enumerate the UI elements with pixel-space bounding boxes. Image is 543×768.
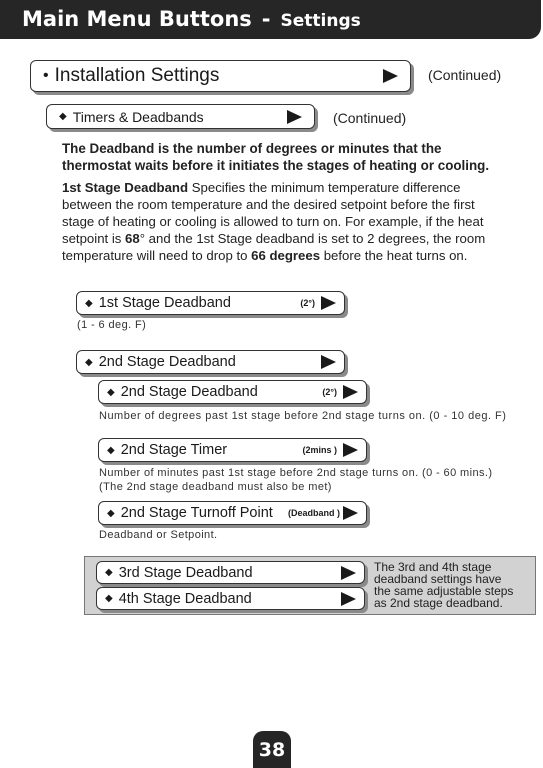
stage2-deadband-note: Number of degrees past 1st stage before 2nd stage turns on. (0 - 10 deg. F) xyxy=(99,410,507,422)
stage2-timer-button[interactable] xyxy=(98,438,367,462)
stage2-timer-note-2: (The 2nd stage deadband must also be met) xyxy=(99,481,332,493)
diamond-bullet-icon: ◆ xyxy=(107,507,115,519)
stage1-deadband-button[interactable] xyxy=(76,291,345,315)
arrow-right-icon xyxy=(321,296,336,310)
stage2-deadband-menu-button[interactable] xyxy=(76,350,345,374)
stage2-deadband-label: 2nd Stage Deadband xyxy=(120,384,258,400)
page-header xyxy=(0,0,541,39)
arrow-right-icon xyxy=(343,385,358,399)
description-text-1: Specifies the minimum temperature difference between the room temperature and the desired setpoint before the first stage of heating or cooling is allowed to turn on. For example, if the heat setpoint is xyxy=(62,180,484,246)
stage3-4-side-note xyxy=(374,561,539,609)
diamond-bullet-icon: ◆ xyxy=(85,297,93,309)
arrow-right-icon xyxy=(343,506,358,520)
description-term: 1st Stage Deadband xyxy=(62,180,189,195)
installation-settings-button[interactable] xyxy=(30,60,411,92)
stage2-timer-note-1: Number of minutes past 1st stage before 2nd stage turns on. (0 - 60 mins.) xyxy=(99,467,493,479)
diamond-bullet-icon: ◆ xyxy=(107,386,115,398)
stage2-timer-note xyxy=(99,466,492,494)
header-separator: - xyxy=(261,7,271,31)
page-number: 38 xyxy=(253,731,291,768)
arrow-right-icon xyxy=(287,110,302,124)
stage2-turnoff-value: (Deadband ) xyxy=(287,508,340,518)
stage4-deadband-label: 4th Stage Deadband xyxy=(118,590,252,607)
diamond-bullet-icon: ◆ xyxy=(105,593,113,604)
stage2-turnoff-label: 2nd Stage Turnoff Point xyxy=(120,505,273,521)
stage2-turnoff-button[interactable] xyxy=(98,501,367,525)
stage1-deadband-value: (2°) xyxy=(300,298,315,308)
stage2-deadband-button[interactable] xyxy=(98,380,367,404)
timers-deadbands-button[interactable] xyxy=(46,104,315,129)
side-note-line-3: the same adjustable steps xyxy=(374,584,514,598)
arrow-right-icon xyxy=(343,443,358,457)
stage2-timer-value: (2mins ) xyxy=(302,445,337,455)
stage1-description xyxy=(62,179,492,264)
header-subtitle: Settings xyxy=(280,11,361,31)
stage4-deadband-button[interactable] xyxy=(96,587,365,610)
stage3-deadband-button[interactable] xyxy=(96,561,365,584)
stage1-range: (1 - 6 deg. F) xyxy=(77,319,147,331)
side-note-line-4: as 2nd stage deadband. xyxy=(374,596,503,610)
stage2-timer-label: 2nd Stage Timer xyxy=(120,442,228,458)
description-setpoint: 68 xyxy=(125,231,140,246)
stage3-deadband-label: 3rd Stage Deadband xyxy=(118,564,253,581)
description-text-2: and the 1st Stage deadband is set to 2 degrees, the room temperature will need to drop to xyxy=(62,231,486,263)
installation-continued: (Continued) xyxy=(428,67,502,83)
intro-line-2: thermostat waits before it initiates the stages of heating or cooling. xyxy=(62,158,490,173)
bullet-icon: • xyxy=(43,67,49,84)
arrow-right-icon xyxy=(341,592,356,606)
timers-continued: (Continued) xyxy=(333,110,407,126)
side-note-line-1: The 3rd and 4th stage xyxy=(374,560,492,574)
diamond-bullet-icon: ◆ xyxy=(107,444,115,456)
stage1-deadband-label: 1st Stage Deadband xyxy=(98,295,231,311)
intro-paragraph xyxy=(62,140,537,174)
diamond-bullet-icon: ◆ xyxy=(59,111,67,122)
diamond-bullet-icon: ◆ xyxy=(105,567,113,578)
arrow-right-icon xyxy=(321,355,336,369)
description-target: 66 degrees xyxy=(251,248,321,263)
header-title: Main Menu Buttons xyxy=(22,7,252,31)
arrow-right-icon xyxy=(383,69,398,83)
arrow-right-icon xyxy=(341,566,356,580)
side-note-line-2: deadband settings have xyxy=(374,572,502,586)
intro-line-1: The Deadband is the number of degrees or minutes that the xyxy=(62,141,442,156)
degree-symbol: ° xyxy=(139,231,145,246)
stage2-deadband-menu-label: 2nd Stage Deadband xyxy=(98,354,236,370)
description-text-3: before the heat turns on. xyxy=(320,248,468,263)
diamond-bullet-icon: ◆ xyxy=(85,356,93,368)
stage2-deadband-value: (2°) xyxy=(322,387,337,397)
installation-settings-label: Installation Settings xyxy=(54,65,220,86)
stage2-turnoff-note: Deadband or Setpoint. xyxy=(99,529,218,541)
timers-deadbands-label: Timers & Deadbands xyxy=(72,108,204,125)
